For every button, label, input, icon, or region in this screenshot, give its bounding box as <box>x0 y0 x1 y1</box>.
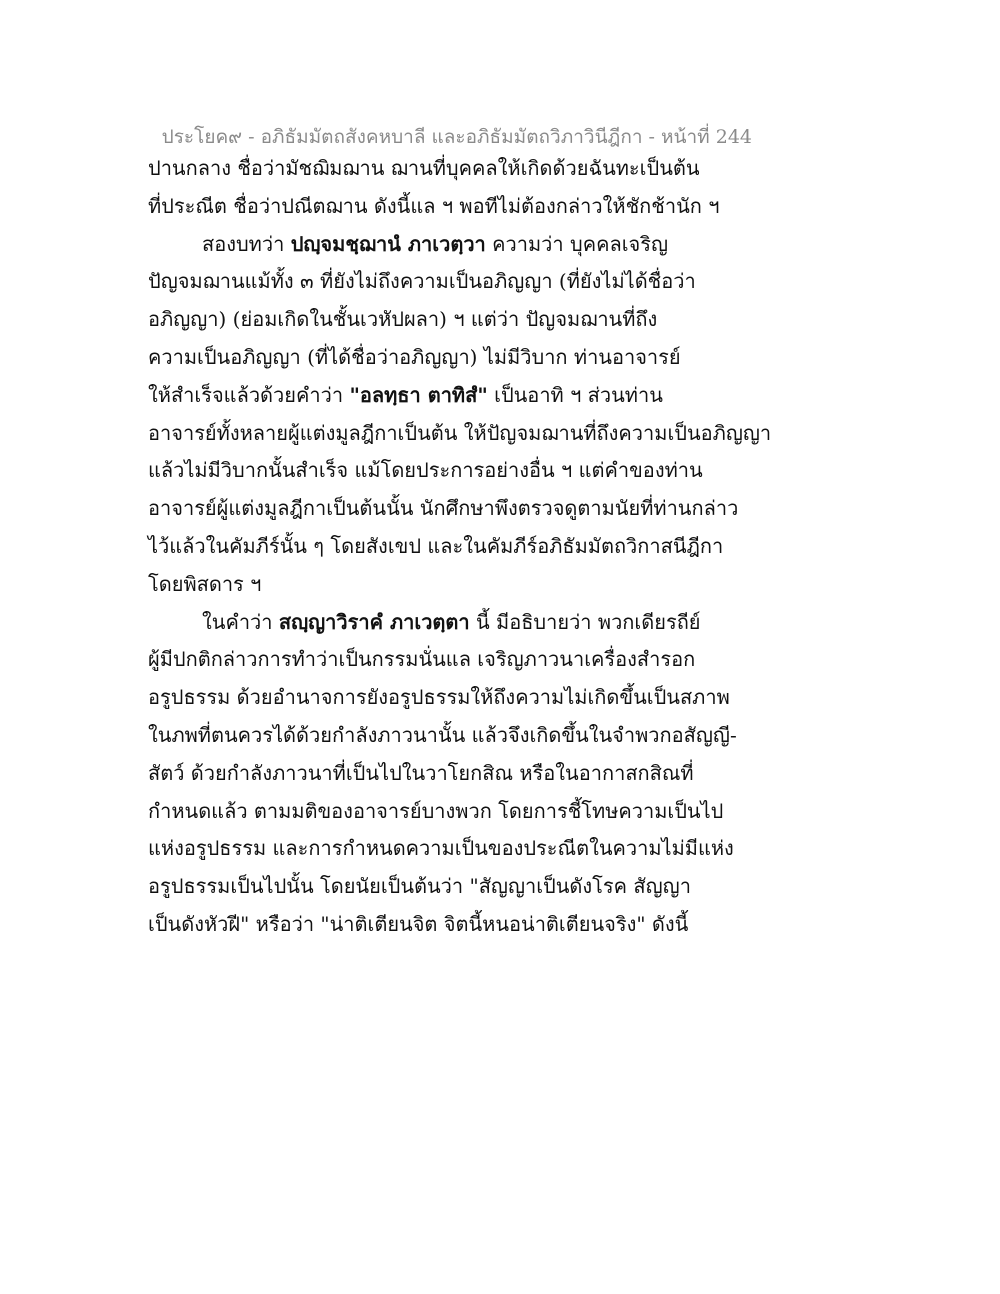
text-line: อาจารย์ผู้แต่งมูลฎีกาเป็นต้นนั้น นักศึกษาพึงตรวจดูตามนัยที่ท่านกล่าว <box>148 496 739 521</box>
paragraph-start-line <box>148 226 748 264</box>
text-line: ผู้มีปกติกล่าวการทำว่าเป็นกรรมนั่นแล เจริญภาวนาเครื่องสำรอก <box>148 647 696 672</box>
text-line: ที่ประณีต ชื่อว่าปณีตฌาน ดังนี้แล ฯ พอทีไม่ต้องกล่าวให้ชักช้านัก ฯ <box>148 193 720 218</box>
text-line: กำหนดแล้ว ตามมติของอาจารย์บางพวก โดยการชี้โทษความเป็นไป <box>148 798 724 823</box>
text-line: ปานกลาง ชื่อว่ามัชฌิมฌาน ฌานที่บุคคลให้เกิดด้วยฉันทะเป็นต้น <box>148 156 700 180</box>
line-text: เป็นอาทิ ฯ ส่วนท่าน <box>487 382 663 407</box>
text-line: โดยพิสดาร ฯ <box>148 571 262 596</box>
text-line: แล้วไม่มีวิบากนั้นสำเร็จ แม้โดยประการอย่างอื่น ฯ แต่คำของท่าน <box>148 458 703 483</box>
pali-quote: "อลทฺธา ตาทิสํ" <box>349 382 488 407</box>
body-text <box>148 150 772 944</box>
text-line: เป็นดังหัวฝี" หรือว่า "น่าติเตียนจิต จิตนี้หนอน่าติเตียนจริง" ดังนี้ <box>148 911 689 936</box>
text-line: อาจารย์ทั้งหลายผู้แต่งมูลฎีกาเป็นต้น ให้ปัญจมฌานที่ถึงความเป็นอภิญญา <box>148 420 772 445</box>
text-line: สัตว์ ด้วยกำลังภาวนาที่เป็นไปในวาโยกสิณ หรือในอากาสกสิณที่ <box>148 760 694 785</box>
line-text: ในคำว่า <box>202 609 279 634</box>
text-line: ความเป็นอภิญญา (ที่ได้ชื่อว่าอภิญญา) ไม่มีวิบาก ท่านอาจารย์ <box>148 344 681 369</box>
paragraph-start-line <box>148 604 748 642</box>
line-text: ให้สำเร็จแล้วด้วยคำว่า <box>148 382 350 407</box>
text-line: อรูปธรรม ด้วยอำนาจการยังอรูปธรรมให้ถึงความไม่เกิดขึ้นเป็นสภาพ <box>148 685 730 710</box>
line-text: สองบทว่า <box>202 231 291 256</box>
text-line <box>148 377 748 415</box>
pali-term: ปญฺจมชฺฌานํ ภาเวตฺวา <box>290 231 486 256</box>
text-line: แห่งอรูปธรรม และการกำหนดความเป็นของประณีตในความไม่มีแห่ง <box>148 836 734 861</box>
text-line: ปัญจมฌานแม้ทั้ง ๓ ที่ยังไม่ถึงความเป็นอภิญญา (ที่ยังไม่ได้ชื่อว่า <box>148 269 696 294</box>
line-text: นี้ มีอธิบายว่า พวกเดียรถีย์ <box>469 609 701 634</box>
text-line: ไว้แล้วในคัมภีร์นั้น ๆ โดยสังเขป และในคัมภีร์อภิธัมมัตถวิกาสนีฎีกา <box>148 533 724 558</box>
text-line: ในภพที่ตนควรได้ด้วยกำลังภาวนานั้น แล้วจึงเกิดขึ้นในจำพวกอสัญญี- <box>148 722 737 747</box>
page-header: ประโยค๙ - อภิธัมมัตถสังคหบาลี และอภิธัมมัตถวิภาวินีฎีกา - หน้าที่ 244 <box>161 126 752 148</box>
text-line: อภิญญา) (ย่อมเกิดในชั้นเวหัปผลา) ฯ แต่ว่า ปัญจมฌานที่ถึง <box>148 307 658 332</box>
pali-term: สญฺญาวิราคํ ภาเวตฺตา <box>278 609 470 634</box>
text-line: อรูปธรรมเป็นไปนั้น โดยนัยเป็นต้นว่า "สัญญาเป็นดังโรค สัญญา <box>148 874 691 899</box>
line-text: ความว่า บุคคลเจริญ <box>485 231 669 256</box>
